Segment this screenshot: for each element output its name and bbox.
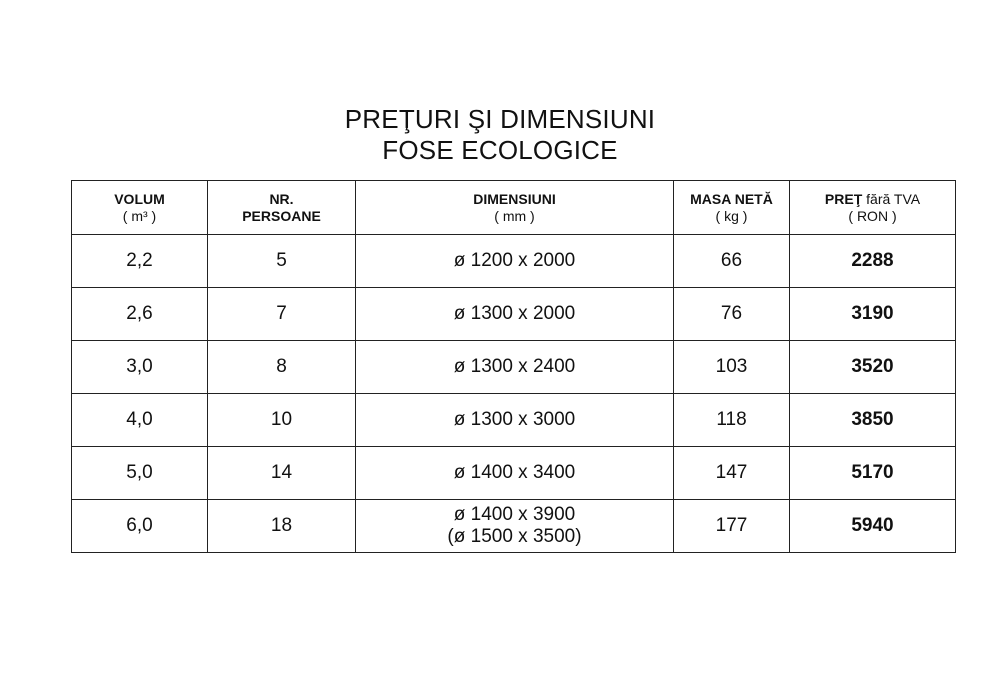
- cell-pret: 3520: [790, 341, 956, 394]
- cell-persoane: 5: [208, 235, 356, 288]
- cell-volum: 6,0: [72, 500, 208, 553]
- cell-volum: 5,0: [72, 447, 208, 500]
- header-persoane: [208, 181, 356, 235]
- cell-dimensiuni: [356, 235, 674, 288]
- cell-volum: 4,0: [72, 394, 208, 447]
- cell-masa: 103: [674, 341, 790, 394]
- cell-persoane: 7: [208, 288, 356, 341]
- cell-dimensiuni: [356, 447, 674, 500]
- cell-pret: 5940: [790, 500, 956, 553]
- cell-dimensiuni-line-1: ø 1400 x 3900: [453, 504, 576, 525]
- cell-volum: 3,0: [72, 341, 208, 394]
- cell-pret: 2288: [790, 235, 956, 288]
- header-pret-label-bold: PREŢ: [824, 190, 863, 207]
- cell-dimensiuni-line-1: ø 1300 x 2000: [453, 303, 576, 324]
- title-line-2: FOSE ECOLOGICE: [382, 135, 618, 165]
- cell-masa: 147: [674, 447, 790, 500]
- cell-dimensiuni: [356, 341, 674, 394]
- header-masa-unit: ( kg ): [715, 207, 748, 224]
- page-title: [0, 104, 1000, 166]
- cell-masa: 118: [674, 394, 790, 447]
- cell-pret: 3850: [790, 394, 956, 447]
- cell-dimensiuni-line-1: ø 1400 x 3400: [453, 462, 576, 483]
- cell-dimensiuni-line-1: ø 1300 x 3000: [453, 409, 576, 430]
- header-persoane-label-2: PERSOANE: [242, 207, 321, 224]
- header-dimensiuni-unit: ( mm ): [494, 207, 535, 224]
- title-line-1: PREŢURI ŞI DIMENSIUNI: [344, 104, 656, 134]
- header-volum-label: VOLUM: [114, 190, 165, 207]
- header-volum-unit: ( m³ ): [122, 207, 157, 224]
- header-pret-label-rest: fără TVA: [862, 190, 921, 207]
- table-row: [72, 500, 956, 553]
- cell-dimensiuni: [356, 394, 674, 447]
- table-row: [72, 447, 956, 500]
- cell-dimensiuni: [356, 500, 674, 553]
- header-volum: [72, 181, 208, 235]
- header-dimensiuni-label: DIMENSIUNI: [473, 190, 556, 207]
- header-dimensiuni: [356, 181, 674, 235]
- header-masa: [674, 181, 790, 235]
- cell-volum: 2,2: [72, 235, 208, 288]
- header-persoane-label-1: NR.: [269, 190, 294, 207]
- cell-persoane: 10: [208, 394, 356, 447]
- price-table: [71, 180, 956, 553]
- cell-volum: 2,6: [72, 288, 208, 341]
- header-pret-unit: ( RON ): [848, 207, 897, 224]
- cell-dimensiuni-line-1: ø 1200 x 2000: [453, 250, 576, 271]
- header-pret: [790, 181, 956, 235]
- table-row: [72, 341, 956, 394]
- cell-masa: 177: [674, 500, 790, 553]
- cell-masa: 66: [674, 235, 790, 288]
- table-header-row: [72, 181, 956, 235]
- cell-persoane: 18: [208, 500, 356, 553]
- table-row: [72, 235, 956, 288]
- cell-pret: 3190: [790, 288, 956, 341]
- header-masa-label: MASA NETĂ: [690, 190, 773, 207]
- cell-persoane: 14: [208, 447, 356, 500]
- cell-dimensiuni: [356, 288, 674, 341]
- table-row: [72, 394, 956, 447]
- cell-persoane: 8: [208, 341, 356, 394]
- header-pret-label: [790, 191, 955, 208]
- cell-dimensiuni-line-1: ø 1300 x 2400: [453, 356, 576, 377]
- cell-masa: 76: [674, 288, 790, 341]
- cell-pret: 5170: [790, 447, 956, 500]
- table-row: [72, 288, 956, 341]
- cell-dimensiuni-line-2: (ø 1500 x 3500): [447, 526, 582, 547]
